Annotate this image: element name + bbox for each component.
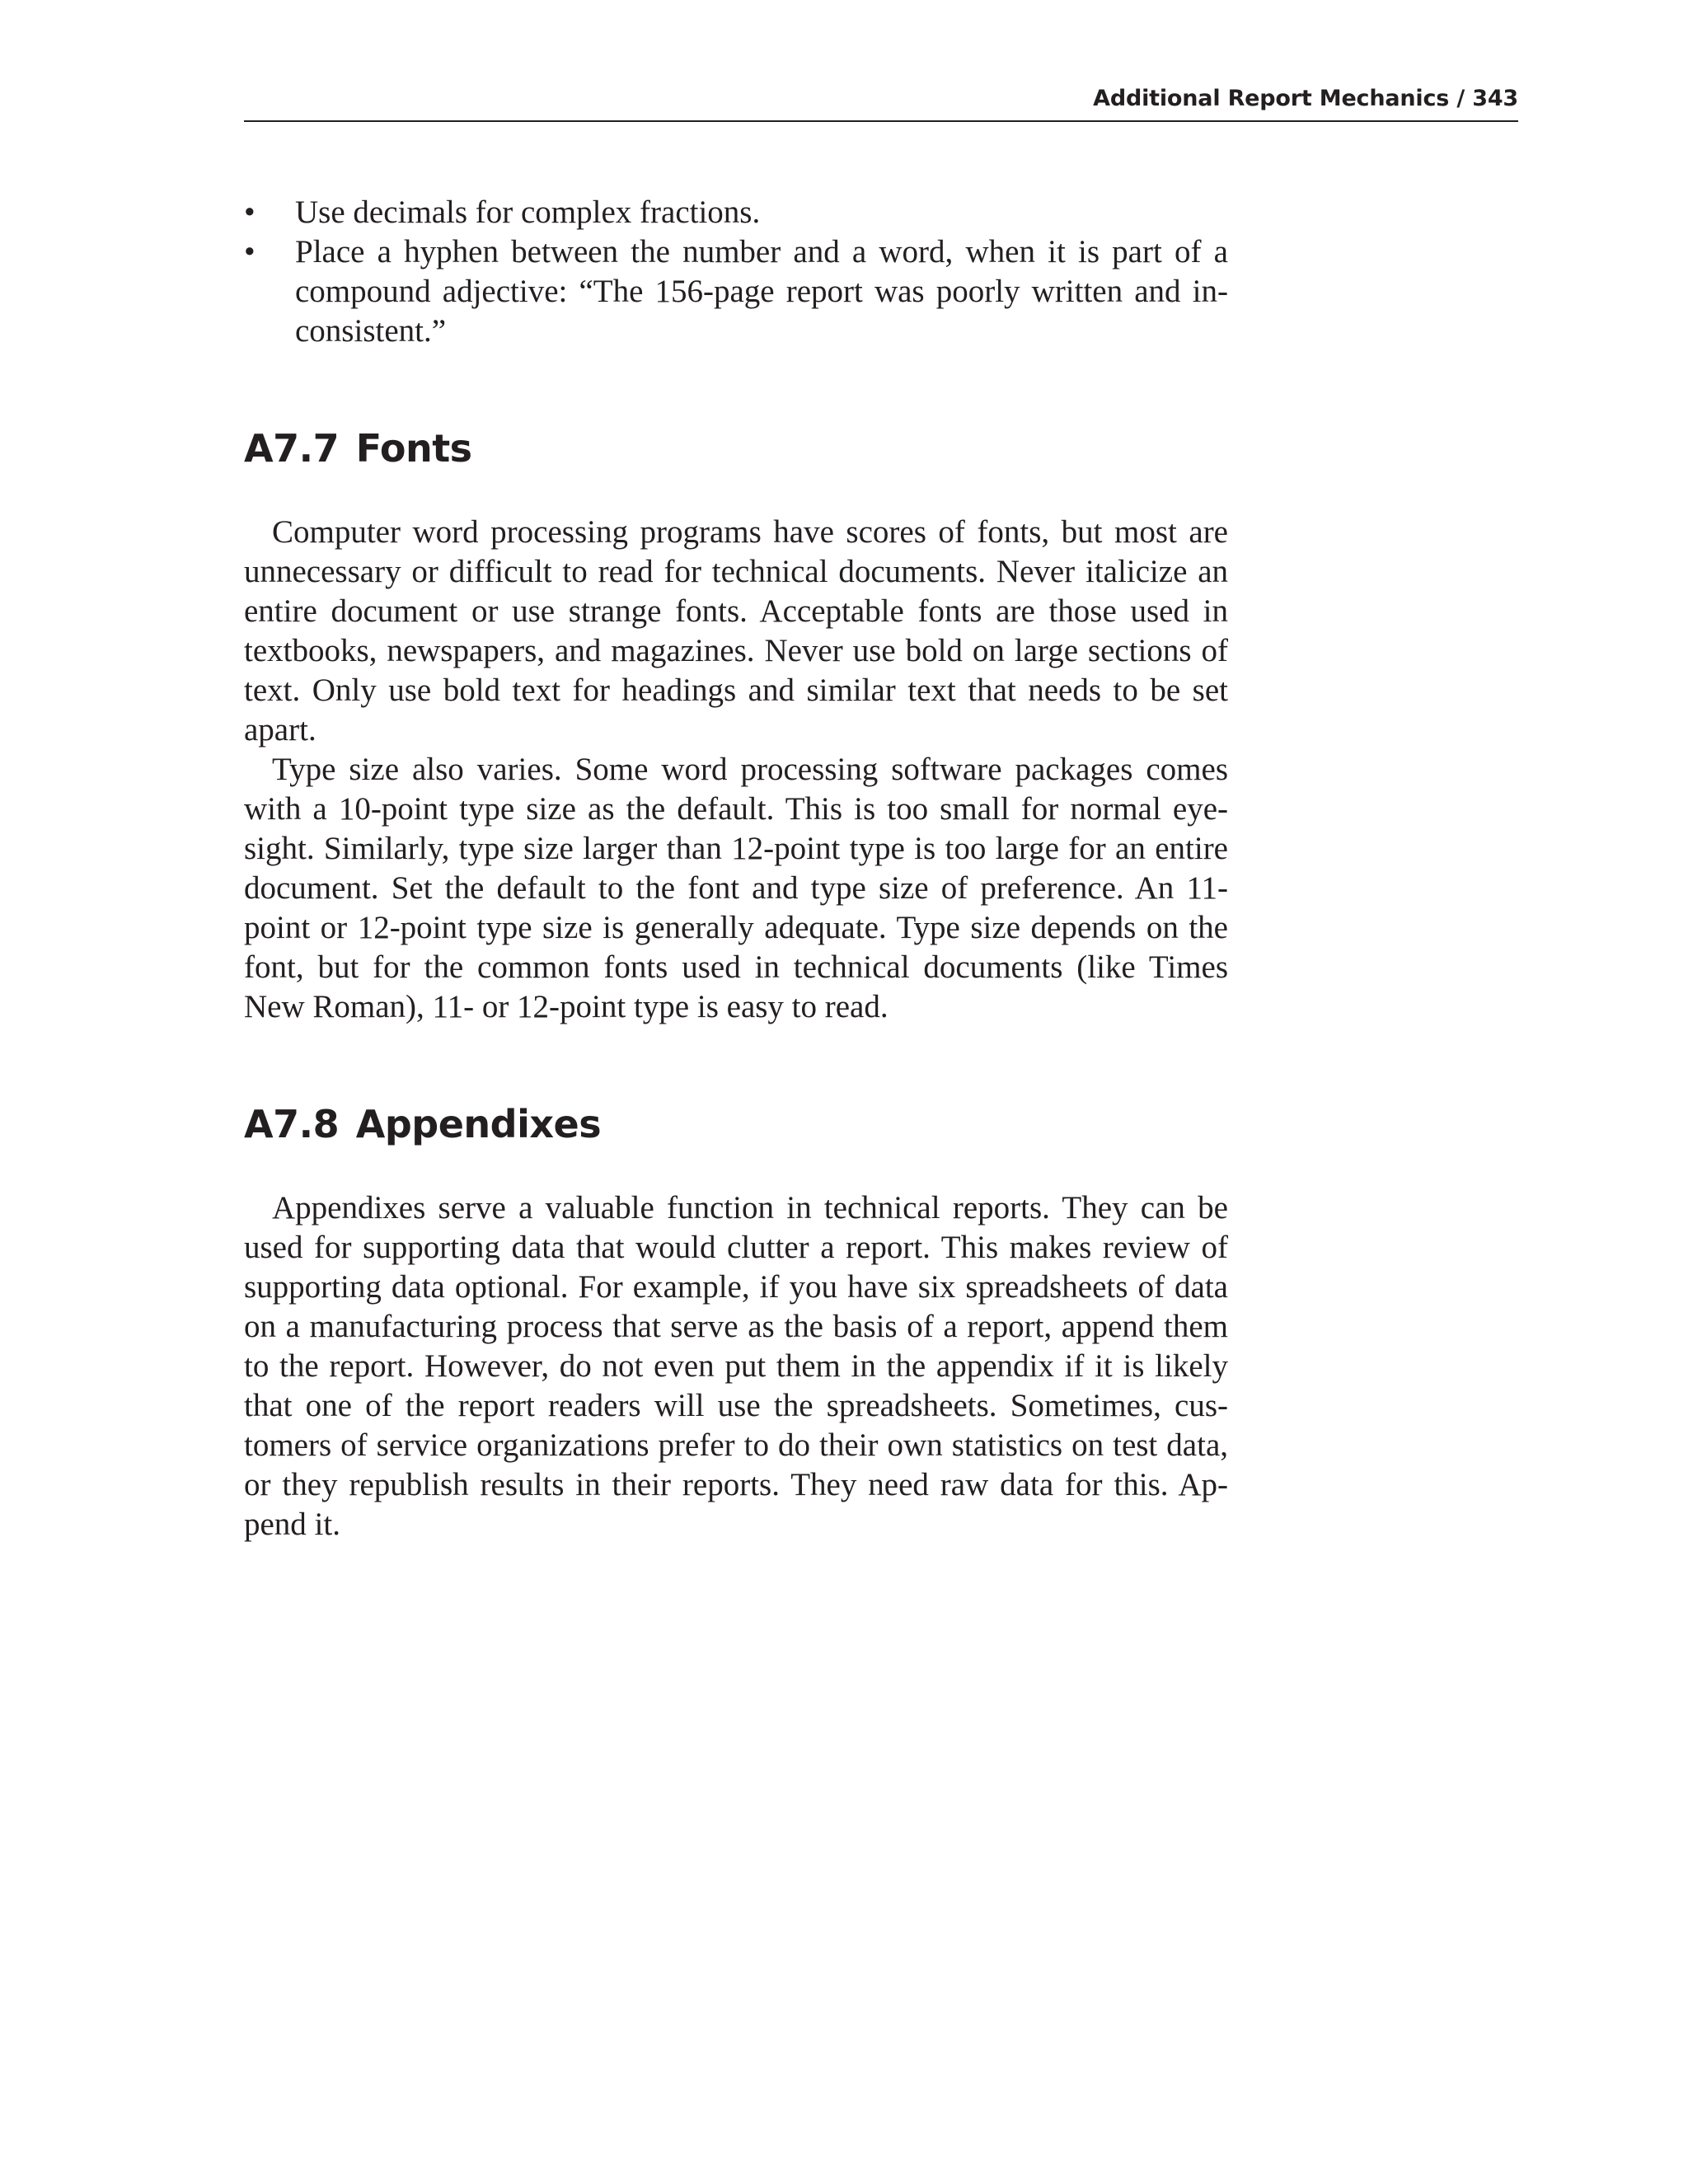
paragraph: Appendixes serve a valuable function in technical reports. They can be used for supporting data that would clutter a report. This makes review of supporting data optional. For example, if you have six spreadsheets of data on a manufacturing process that serve as the basis of a report, append them to the report. However, do not even put them in the appendix if it is likely that one of the report readers will use the spreadsheets. Sometimes, customers of service organizations prefer to do their own statistics on test data, or they republish results in their reports. They need raw data for this. Append it. [244, 1190, 1228, 1542]
section-title: Appendixes [355, 1102, 602, 1146]
bullet-mark: • [244, 234, 256, 269]
bullet-item [244, 232, 1228, 351]
section-number: A7.8 [244, 1102, 340, 1146]
bullet-list [244, 193, 1228, 351]
appendixes-section-body [244, 1188, 1228, 1544]
fonts-section-body [244, 513, 1228, 1027]
running-head [244, 82, 1518, 115]
section-heading-appendixes [244, 1099, 601, 1149]
header-rule [244, 120, 1518, 122]
bullet-item [244, 193, 1228, 232]
page-number: 343 [1472, 86, 1518, 111]
bullet-text: Use decimals for complex fractions. [295, 194, 761, 230]
bullet-text: Place a hyphen between the number and a word, when it is part of a compound adjective: “The 156-page report was poorly written and inconsistent.” [295, 234, 1228, 349]
section-heading-fonts [244, 424, 472, 473]
paragraph: Type size also varies. Some word processing software packages comes with a 10-point type size as the default. This is too small for normal eyesight. Similarly, type size larger than 12-point type is too large for an entire document. Set the default to the font and type size of preference. An 11-point or 12-point type size is generally adequate. Type size depends on the font, but for the common fonts used in technical documents (like Times New Roman), 11- or 12-point type is easy to read. [244, 752, 1228, 1024]
paragraph: Computer word processing programs have scores of fonts, but most are unnecessary or difficult to read for technical documents. Never italicize an entire document or use strange fonts. Acceptable fonts are those used in textbooks, newspapers, and magazines. Never use bold on large sections of text. Only use bold text for headings and similar text that needs to be set apart. [244, 514, 1228, 748]
section-number: A7.7 [244, 426, 340, 471]
running-head-separator: / [1456, 86, 1465, 111]
running-head-title: Additional Report Mechanics [1093, 86, 1450, 111]
bullet-mark: • [244, 194, 256, 230]
section-title: Fonts [355, 426, 472, 471]
